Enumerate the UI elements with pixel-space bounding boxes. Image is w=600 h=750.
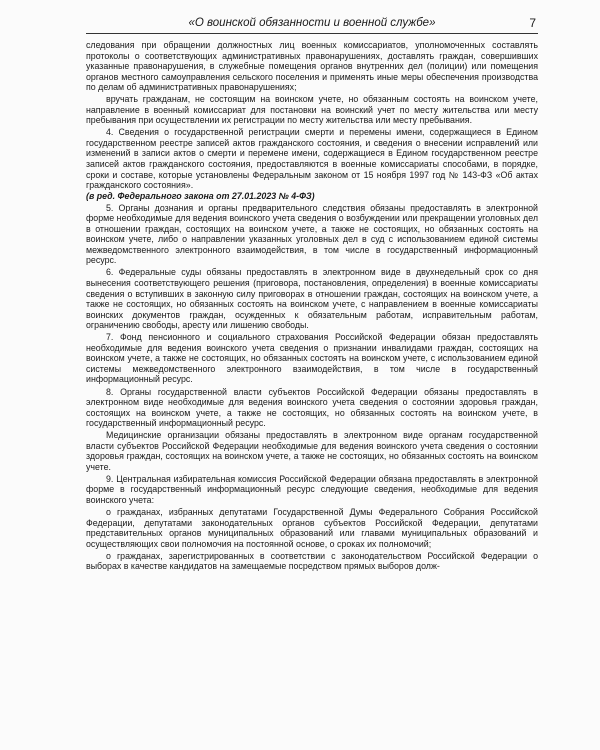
header-title: «О воинской обязанности и военной службе»: [188, 17, 436, 29]
paragraph-item-7: 7. Фонд пенсионного и социального страхования Российской Федерации обязан предоставлять необходимые для ведения воинского учета сведения о признании инвалидами граждан, состоящих на воинском учете, а также не состоящих, но обязанных состоять на воинском учете, с использованием единой системы межведомственного электронного взаимодействия, в том числе в государственный информационный ресурс.: [86, 332, 538, 385]
list-item: о гражданах, зарегистрированных в соответствии с законодательством Российской Федерации о выборах в качестве кандидатов на замещаемые посредством прямых выборов долж-: [86, 550, 538, 572]
paragraph-item-8: 8. Органы государственной власти субъектов Российской Федерации обязаны предоставлять в электронном виде необходимые для ведения воинского учета сведения о состоянии здоровья граждан, состоящих на воинском учете, а также не состоящих, но обязанных состоять на воинском учете, в государственный информационный ресурс.: [86, 386, 538, 429]
list-item: о гражданах, избранных депутатами Государственной Думы Федерального Собрания Российской Федерации, депутатами законодательных органов субъектов Российской Федерации, депутатами представительных органов муниципальных образований или главами муниципальных образований и осуществляющих свои полномочия на постоянной основе, о сроках их полномочий;: [86, 507, 538, 549]
paragraph-item-5: 5. Органы дознания и органы предварительного следствия обязаны предоставлять в электронной форме необходимые для ведения воинского учета сведения о возбуждении или прекращении уголовных дел в отношении граждан, состоящих на воинском учете, а также не состоящих, но обязанных состоять на воинском учете, либо о направлении указанных уголовных дел в суд с использованием единой системы межведомственного электронного взаимодействия, в том числе в государственный информационный ресурс.: [86, 202, 538, 266]
body-text: [86, 40, 538, 572]
paragraph-item-6: 6. Федеральные суды обязаны предоставлять в электронном виде в двухнедельный срок со дня вынесения соответствующего решения (приговора, постановления, определения) в военные комиссариаты сведения о вступивших в законную силу приговорах в отношении граждан, состоящих на воинском учете, а также не состоящих, но обязанных состоять на воинском учете, с направлением в военные комиссариаты воинских документов граждан, осужденных к обязательным работам, исправительным работам, ограничению свободы, аресту или лишению свободы.: [86, 267, 538, 331]
paragraph-item-9: 9. Центральная избирательная комиссия Российской Федерации обязана предоставлять в электронной форме в государственный информационный ресурс следующие сведения, необходимые для ведения воинского учета:: [86, 473, 538, 505]
paragraph: вручать гражданам, не состоящим на воинском учете, но обязанным состоять на воинском учете, направление в военный комиссариат для постановки на воинский учет по месту жительства или месту пребывания при осуществлении их регистрации по месту жительства или месту пребывания.: [86, 94, 538, 126]
paragraph-item-4: 4. Сведения о государственной регистрации смерти и перемены имени, содержащиеся в Едином государственном реестре записей актов гражданского состояния, и сведения о внесении исправлений или изменений в записи актов о смерти и перемене имени, содержащиеся в Едином государственном реестре записей актов гражданского состояния, предоставляются в военные комиссариаты способами, в порядке, сроки и составе, которые установлены Федеральным законом от 15 ноября 1997 год № 143-ФЗ «Об актах гражданского состояния».: [86, 127, 538, 191]
paragraph-continuation: следования при обращении должностных лиц военных комиссариатов, уполномоченных составлять протоколы о соответствующих административных правонарушениях, доставлять граждан, совершивших указанные правонарушения, в служебные помещения органов внутренних дел (полиции) или помещения органов местного самоуправления сельского поселения и применять иные меры обеспечения производства по делам об административных правонарушениях;: [86, 40, 538, 93]
running-header: [86, 15, 538, 34]
paragraph: Медицинские организации обязаны предоставлять в электронном виде органам государственной власти субъектов Российской Федерации необходимые для ведения воинского учета сведения о состоянии здоровья граждан, состоящих на воинском учете, а также не состоящих, но обязанных состоять на воинском учете.: [86, 430, 538, 472]
amendment-note: (в ред. Федерального закона от 27.01.2023 № 4-ФЗ): [86, 190, 315, 201]
page-number: 7: [529, 16, 536, 30]
